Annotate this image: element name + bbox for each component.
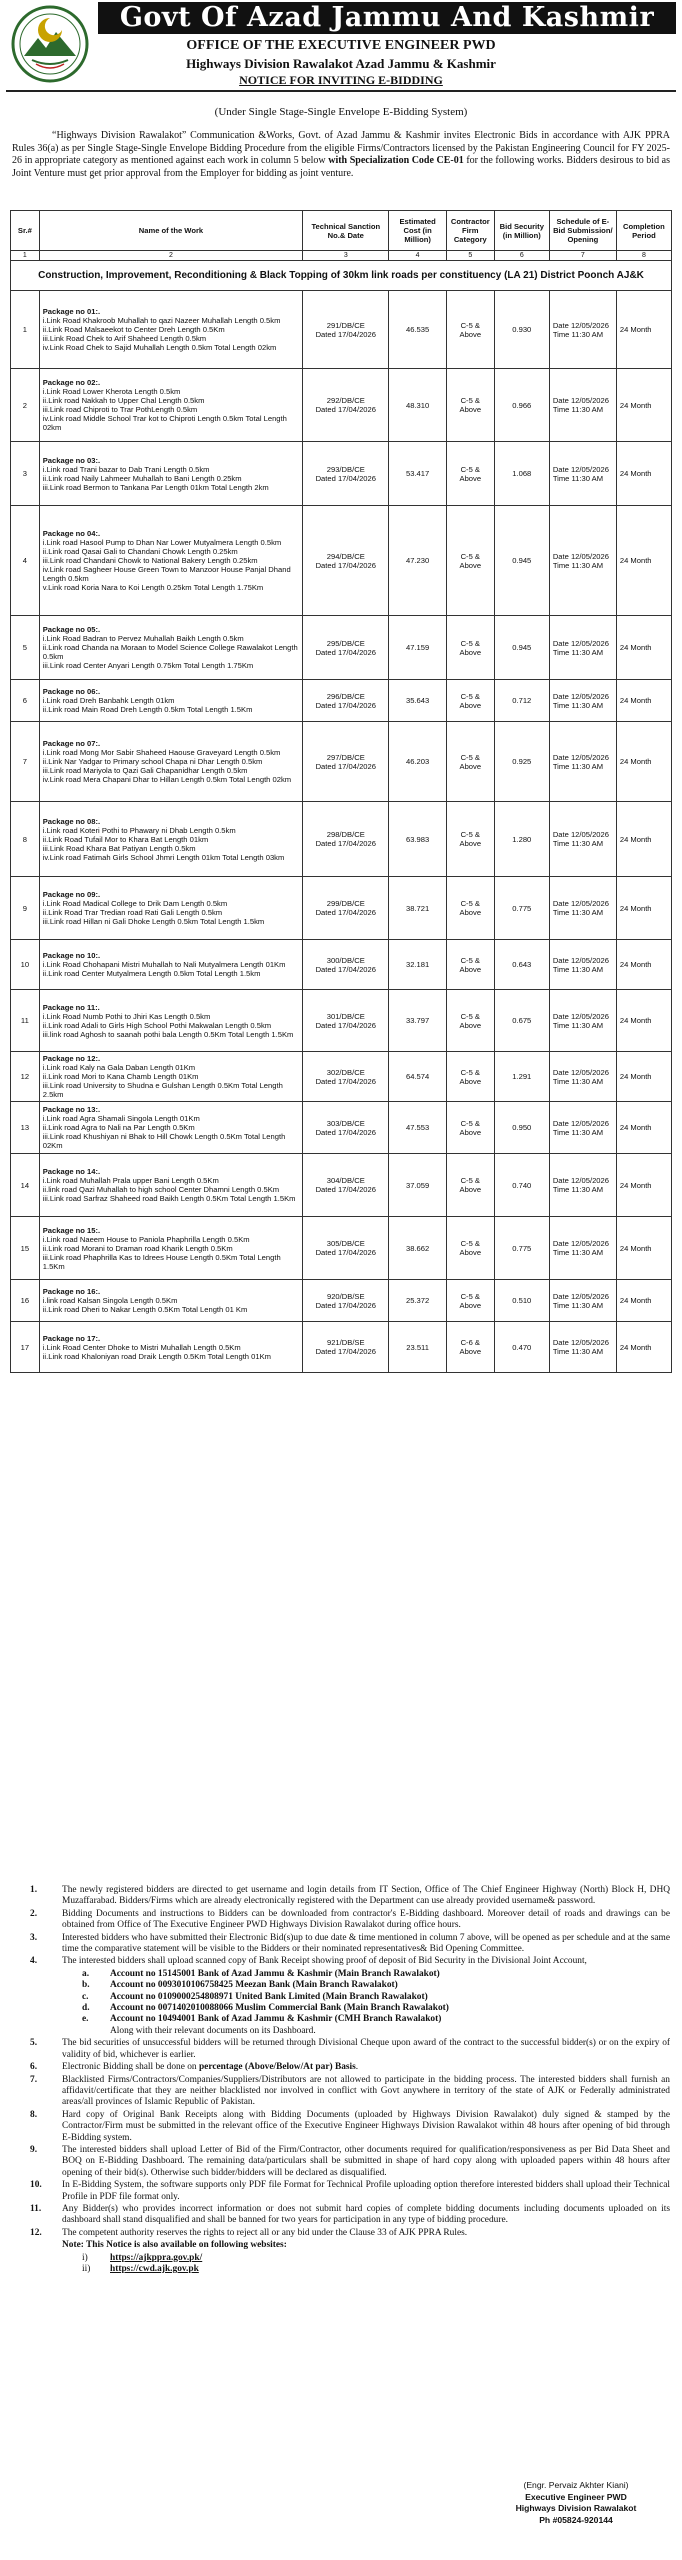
estimated-cost-cell: 33.797 (389, 990, 446, 1052)
package-label: Package no 05:. (42, 625, 101, 634)
account-item: c. Account no 0109000254808971 United Bank Limited (Main Branch Rawalakot) (82, 1991, 428, 2002)
table-row (11, 1052, 672, 1102)
work-description: i.Link road Naeem House to Paniola Phaphrilla Length 0.5Km ii.Link road Morani to Draman road Kharik Length 0.5Km iii.Link road Phaphrilla Kas to Idrees House Length 0.5Km Total Length 1.5Km (42, 1234, 281, 1271)
category-cell: C-6 & Above (446, 1322, 494, 1373)
schedule-cell: Date 12/05/2026 Time 11:30 AM (549, 940, 616, 990)
work-cell (39, 802, 302, 877)
tech-sanction-cell: 301/DB/CE Dated 17/04/2026 (303, 990, 389, 1052)
tech-sanction-cell: 296/DB/CE Dated 17/04/2026 (303, 680, 389, 722)
tech-sanction-cell: 920/DB/SE Dated 17/04/2026 (303, 1280, 389, 1322)
table-row (11, 802, 672, 877)
package-label: Package no 17:. (42, 1333, 101, 1343)
package-label: Package no 01:. (42, 307, 101, 316)
header-work: Name of the Work (39, 211, 302, 251)
table-row (11, 990, 672, 1052)
notice-title: NOTICE FOR INVITING E-BIDDING (239, 73, 443, 87)
header-sr: Sr.# (11, 211, 40, 251)
work-description: i.Link Road Khakroob Muhallah to qazi Nazeer Muhallah Length 0.5km ii.Link Road Malsaeekot to Center Dreh Length 0.5Km iii.Link Road Chek to Arif Shaheed Length 0.5km iv.Link Road Chek to Sajid Muhallah Length 0.5km Total Length 02km (42, 316, 281, 352)
sr-cell: 12 (11, 1052, 40, 1102)
column-number-row (11, 251, 672, 261)
header-tech: Technical Sanction No.& Date (303, 211, 389, 251)
terms-list (14, 1885, 670, 2275)
header-schedule: Schedule of E-Bid Submission/ Opening (549, 211, 616, 251)
table-row (11, 291, 672, 369)
schedule-cell: Date 12/05/2026 Time 11:30 AM (549, 990, 616, 1052)
period-cell: 24 Month (616, 1102, 671, 1154)
header-bid-security: Bid Security (in Million) (494, 211, 549, 251)
tech-sanction-cell: 298/DB/CE Dated 17/04/2026 (303, 802, 389, 877)
sr-cell: 11 (11, 990, 40, 1052)
estimated-cost-cell: 25.372 (389, 1280, 446, 1322)
table-row (11, 1217, 672, 1280)
package-label: Package no 04:. (42, 529, 101, 538)
tech-sanction-cell: 294/DB/CE Dated 17/04/2026 (303, 506, 389, 616)
schedule-cell: Date 12/05/2026 Time 11:30 AM (549, 722, 616, 802)
package-label: Package no 15:. (42, 1225, 101, 1235)
estimated-cost-cell: 38.721 (389, 877, 446, 940)
government-title: Govt Of Azad Jammu And Kashmir (98, 2, 676, 34)
signatory-division: Highways Division Rawalakot (515, 2503, 637, 2513)
sr-cell: 1 (11, 291, 40, 369)
work-cell (39, 616, 302, 680)
tech-sanction-cell: 297/DB/CE Dated 17/04/2026 (303, 722, 389, 802)
work-description: i.Link Road Badran to Pervez Muhallah Baikh Length 0.5km ii.Link road Chanda na Moraan to Model Science College Rawalakot Length 0.5km iii.Link road Center Anyari Length 0.75km Total Length 1.75Km (42, 634, 298, 670)
website-item: i) https://ajkppra.gov.pk/ (82, 2252, 203, 2263)
tech-sanction-cell: 293/DB/CE Dated 17/04/2026 (303, 442, 389, 506)
tech-sanction-cell: 302/DB/CE Dated 17/04/2026 (303, 1052, 389, 1102)
estimated-cost-cell: 64.574 (389, 1052, 446, 1102)
work-description: i.Link Road Numb Pothi to Jhiri Kas Length 0.5km ii.Link road Adali to Girls High School Pothi Makwalan Length 0.5km iii.link road Aghosh to saanah pothi bala Length 0.5Km Total Length 1.5Km (42, 1011, 294, 1039)
period-cell: 24 Month (616, 1217, 671, 1280)
column-number: 3 (303, 251, 389, 261)
signatory-phone: Ph #05824-920144 (539, 2514, 613, 2525)
category-cell: C-5 & Above (446, 680, 494, 722)
package-label: Package no 08:. (42, 816, 101, 826)
estimated-cost-cell: 37.059 (389, 1154, 446, 1217)
column-number: 5 (446, 251, 494, 261)
package-label: Package no 13:. (42, 1105, 101, 1114)
tech-sanction-cell: 305/DB/CE Dated 17/04/2026 (303, 1217, 389, 1280)
account-item: e. Account no 10494001 Bank of Azad Jammu & Kashmir (CMH Branch Rawalakot) (82, 2014, 442, 2025)
division-title: Highways Division Rawalakot Azad Jammu & Kashmir (186, 56, 496, 71)
period-cell: 24 Month (616, 680, 671, 722)
tech-sanction-cell: 921/DB/SE Dated 17/04/2026 (303, 1322, 389, 1373)
work-description: i.Link Road Center Dhoke to Mistri Muhallah Length 0.5Km ii.Link road Khaloniyan road Draik Length 0.5Km Total Length 01Km (42, 1342, 271, 1361)
package-label: Package no 16:. (42, 1287, 101, 1296)
period-cell: 24 Month (616, 442, 671, 506)
sr-cell: 13 (11, 1102, 40, 1154)
note-10: 10. In E-Bidding System, the software supports only PDF file Format for Technical Profile uploading option therefore interested bidders shall upload their Technical Profile in PDF file format only. (30, 2180, 670, 2202)
table-row (11, 369, 672, 442)
work-cell (39, 722, 302, 802)
work-description: i.Link Road Lower Kherota Length 0.5km ii.Link road Nakkah to Upper Chal Length 0.5km iii.Link road Chiproti to Trar PothLength 0.5km iv.Link road Middle School Trar kot to Chiproti Length 0.5km Total Length 02km (42, 387, 287, 432)
bid-security-cell: 1.280 (494, 802, 549, 877)
bid-security-cell: 0.643 (494, 940, 549, 990)
schedule-cell: Date 12/05/2026 Time 11:30 AM (549, 1052, 616, 1102)
sr-cell: 16 (11, 1280, 40, 1322)
column-number: 6 (494, 251, 549, 261)
category-cell: C-5 & Above (446, 616, 494, 680)
signatory-name: (Engr. Pervaiz Akhter Kiani) (523, 2480, 629, 2490)
table-row (11, 616, 672, 680)
schedule-cell: Date 12/05/2026 Time 11:30 AM (549, 442, 616, 506)
bid-security-cell: 0.950 (494, 1102, 549, 1154)
column-number: 7 (549, 251, 616, 261)
work-cell (39, 940, 302, 990)
work-description: i.Link road Koteri Pothi to Phawary ni Dhab Length 0.5km ii.Link Road Tufail Mor to Khara Bat Length 01km iii.Link Road Khara Bat Patiyan Length 0.5km iv.Link road Fatimah Girls School Jhmri Length 01km Total Length 03km (42, 825, 285, 862)
schedule-cell: Date 12/05/2026 Time 11:30 AM (549, 802, 616, 877)
header-category: Contractor Firm Category (446, 211, 494, 251)
work-description: i.Link road Mong Mor Sabir Shaheed Haouse Graveyard Length 0.5km ii.Link Nar Yadgar to Primary school Chapa ni Dhar Length 0.5km iii.Link road Mariyola to Qazi Gali Chapanidhar Length 0.5km iv.Link road Mera Chapani Dhar to Hillan Length 0.5km Total Length 02km (42, 748, 292, 784)
category-cell: C-5 & Above (446, 877, 494, 940)
table-row (11, 1102, 672, 1154)
category-cell: C-5 & Above (446, 1052, 494, 1102)
work-description: i.Link Road Chohapani Mistri Muhallah to Nali Mutyalmera Length 01Km ii.Link road Center Mutyalmera Length 0.5km Total Length 1.5km (42, 960, 286, 978)
category-cell: C-5 & Above (446, 1102, 494, 1154)
tech-sanction-cell: 299/DB/CE Dated 17/04/2026 (303, 877, 389, 940)
work-cell (39, 990, 302, 1052)
schedule-cell: Date 12/05/2026 Time 11:30 AM (549, 1102, 616, 1154)
work-cell (39, 1280, 302, 1322)
period-cell: 24 Month (616, 990, 671, 1052)
table-row (11, 877, 672, 940)
bid-security-cell: 0.775 (494, 1217, 549, 1280)
note-4-tail: Along with their relevant documents on its Dashboard. (110, 2025, 316, 2036)
estimated-cost-cell: 47.230 (389, 506, 446, 616)
column-number: 8 (616, 251, 671, 261)
estimated-cost-cell: 47.553 (389, 1102, 446, 1154)
note-12: 12. The competent authority reserves the rights to reject all or any bid under the Clause 33 of AJK PPRA Rules. (30, 2227, 468, 2238)
website-item: ii) https://cwd.ajk.gov.pk (82, 2264, 199, 2274)
bid-security-cell: 0.675 (494, 990, 549, 1052)
bidding-stage-note: (Under Single Stage-Single Envelope E-Bidding System) (214, 106, 468, 118)
estimated-cost-cell: 53.417 (389, 442, 446, 506)
bid-security-cell: 0.930 (494, 291, 549, 369)
work-description: i.Link road Hasool Pump to Dhan Nar Lower Mutyalmera Length 0.5km ii.Link road Qasai Gali to Chandani Chowk Length 0.25km iii.Link road Chandani Chowk to National Bakery Length 0.25km iv.Link road Sagheer House Green Town to Manzoor House Panjal Dhand Length 0.5km v.Link road Koria Nara to Koi Length 0.25km Total Length 1.75Km (42, 538, 291, 592)
signature-block (486, 2480, 666, 2526)
sr-cell: 14 (11, 1154, 40, 1217)
schedule-cell: Date 12/05/2026 Time 11:30 AM (549, 616, 616, 680)
estimated-cost-cell: 32.181 (389, 940, 446, 990)
schedule-cell: Date 12/05/2026 Time 11:30 AM (549, 369, 616, 442)
section-row (11, 261, 672, 291)
bid-security-cell: 1.291 (494, 1052, 549, 1102)
work-cell (39, 506, 302, 616)
tech-sanction-cell: 291/DB/CE Dated 17/04/2026 (303, 291, 389, 369)
sr-cell: 3 (11, 442, 40, 506)
website-note: Note: This Notice is also available on following websites: (62, 2240, 287, 2251)
account-item: d. Account no 0071402010088066 Muslim Commercial Bank (Main Branch Rawalakot) (82, 2003, 449, 2014)
tech-sanction-cell: 295/DB/CE Dated 17/04/2026 (303, 616, 389, 680)
work-description: i.Link Road Madical College to Drik Dam Length 0.5km ii.Link Road Trar Tredian road Rati Gali Length 0.5km iii.Link road Hillan ni Gali Dhoke Length 0.5km Total Length 1.5km (42, 899, 265, 926)
schedule-cell: Date 12/05/2026 Time 11:30 AM (549, 877, 616, 940)
sr-cell: 4 (11, 506, 40, 616)
period-cell: 24 Month (616, 1052, 671, 1102)
estimated-cost-cell: 48.310 (389, 369, 446, 442)
ajkppra-link[interactable]: https://ajkppra.gov.pk/ (110, 2252, 203, 2263)
bid-security-cell: 0.925 (494, 722, 549, 802)
account-item: a. Account no 15145001 Bank of Azad Jammu & Kashmir (Main Branch Rawalakot) (82, 1968, 440, 1979)
category-cell: C-5 & Above (446, 802, 494, 877)
work-description: i.Link road Muhallah Prala upper Bani Length 0.5Km ii.link road Qazi Muhallah to high school Center Dhamni Length 0.5Km iii.Link road Sarfraz Shaheed road Baikh Length 0.5Km Total Length 1.5Km (42, 1176, 296, 1203)
period-cell: 24 Month (616, 506, 671, 616)
intro-tail: for the following works. Bidders desirous to bid as Joint Venture must get prior approval from the Employer for bidding as joint venture. (12, 155, 670, 179)
schedule-cell: Date 12/05/2026 Time 11:30 AM (549, 1217, 616, 1280)
section-title: Construction, Improvement, Reconditioning & Black Topping of 30km link roads per constituency (LA 21) District Poonch AJ&K (11, 261, 672, 291)
package-label: Package no 11:. (42, 1002, 100, 1012)
bid-security-cell: 1.068 (494, 442, 549, 506)
category-cell: C-5 & Above (446, 369, 494, 442)
note-1: 1. The newly registered bidders are directed to get username and login details from IT Section, Office of The Chief Engineer Highway (North) Block H, DHQ Muzaffarabad. Bidders/Firms which are already electronically registered with the Department can use already provided username& password. (30, 1885, 670, 1907)
estimated-cost-cell: 63.983 (389, 802, 446, 877)
schedule-cell: Date 12/05/2026 Time 11:30 AM (549, 291, 616, 369)
bid-security-cell: 0.775 (494, 877, 549, 940)
work-cell (39, 877, 302, 940)
work-cell (39, 291, 302, 369)
bid-security-cell: 0.945 (494, 506, 549, 616)
estimated-cost-cell: 35.643 (389, 680, 446, 722)
sr-cell: 2 (11, 369, 40, 442)
schedule-cell: Date 12/05/2026 Time 11:30 AM (549, 1154, 616, 1217)
package-label: Package no 07:. (42, 739, 101, 748)
period-cell: 24 Month (616, 1322, 671, 1373)
period-cell: 24 Month (616, 940, 671, 990)
tech-sanction-cell: 303/DB/CE Dated 17/04/2026 (303, 1102, 389, 1154)
sr-cell: 10 (11, 940, 40, 990)
period-cell: 24 Month (616, 802, 671, 877)
sr-cell: 7 (11, 722, 40, 802)
work-description: i.Link road Kaly na Gala Daban Length 01Km ii.Link road Mori to Kana Chamb Length 01Km iii.Link road University to Shudna e Gulshan Length 0.5Km Total Length 2.5km (42, 1063, 283, 1099)
tech-sanction-cell: 300/DB/CE Dated 17/04/2026 (303, 940, 389, 990)
sr-cell: 8 (11, 802, 40, 877)
note-5: 5. The bid securities of unsuccessful bidders will be returned through Divisional Cheque upon award of the contract to the successful bidder(s) or on the expiry of validity of bid, whichever is earlier. (30, 2038, 670, 2060)
note-9: 9. The interested bidders shall upload Letter of Bid of the Firm/Contractor, other documents required for qualification/responsiveness as per Bid Data Sheet and BOQ on E-Bidding Dashboard. The remaining data/particulars shall be submitted in shape of hard copy along with uploaded papers within 48 hours after opening of their bid(s). Otherwise such bidder/bidders will be declared as disqualified. (30, 2144, 670, 2178)
sr-cell: 9 (11, 877, 40, 940)
works-table (10, 210, 672, 1373)
column-number: 2 (39, 251, 302, 261)
account-item: b. Account no 0093010106758425 Meezan Bank (Main Branch Rawalakot) (82, 1980, 398, 1991)
category-cell: C-5 & Above (446, 1280, 494, 1322)
intro-text: “Highways Division Rawalakot” Communication &Works, Govt. of Azad Jammu & Kashmir invites Electronic Bids in accordance with AJK PPRA Rules 36(a) as per Single Stage-Single Envelope Bidding Procedure from the eligible Firms/Contractors licensed by the Pakistan Engineering Council for FY 2025-26 in appropriate category as mentioned against each work in column 5 below (12, 130, 670, 166)
sr-cell: 5 (11, 616, 40, 680)
bid-security-cell: 0.510 (494, 1280, 549, 1322)
category-cell: C-5 & Above (446, 940, 494, 990)
column-number: 4 (389, 251, 446, 261)
period-cell: 24 Month (616, 1154, 671, 1217)
note-8: 8. Hard copy of Original Bank Receipts along with Bidding Documents (uploaded by Highways Division Rawalakot) duly signed & stamped by the Contractor/Firm must be submitted in the relevant office of the Executive Engineer Highways Division Rawalakot within 48 hours after opening of bid through E-Bidding system. (30, 2109, 670, 2143)
package-label: Package no 14:. (42, 1167, 101, 1176)
tech-sanction-cell: 304/DB/CE Dated 17/04/2026 (303, 1154, 389, 1217)
work-cell (39, 442, 302, 506)
work-cell (39, 1052, 302, 1102)
work-cell (39, 680, 302, 722)
office-title: OFFICE OF THE EXECUTIVE ENGINEER PWD (186, 38, 496, 53)
work-description: i.link road Kalsan Singola Length 0.5Km ii.Link road Dheri to Nakar Length 0.5Km Total Length 01 Km (42, 1296, 248, 1314)
period-cell: 24 Month (616, 877, 671, 940)
work-description: i.Link road Agra Shamali Singola Length 01Km ii.Link road Agra to Nali na Par Length 0.5Km iii.Link road Khushiyan ni Bhak to Hill Chowk Length 0.5Km Total Length 02Km (42, 1114, 286, 1150)
category-cell: C-5 & Above (446, 1217, 494, 1280)
period-cell: 24 Month (616, 369, 671, 442)
work-cell (39, 1102, 302, 1154)
category-cell: C-5 & Above (446, 1154, 494, 1217)
note-6: 6. Electronic Bidding shall be done on percentage (Above/Below/At par) Basis. (30, 2062, 359, 2073)
work-description: i.Link road Trani bazar to Dab Trani Length 0.5km ii.Link road Naily Lahmeer Muhallah to Bani Length 0.25km iii.Link road Bermon to Tankana Par Length 01km Total Length 2km (42, 464, 269, 492)
schedule-cell: Date 12/05/2026 Time 11:30 AM (549, 1280, 616, 1322)
note-11: 11. Any Bidder(s) who provides incorrect information or does not submit hard copies of complete bidding documents including documents uploaded on its dashboard shall stand disqualified and shall be banned for two years for participation in any type of bidding procedure. (30, 2203, 670, 2226)
bid-security-cell: 0.966 (494, 369, 549, 442)
bid-security-cell: 0.712 (494, 680, 549, 722)
period-cell: 24 Month (616, 291, 671, 369)
schedule-cell: Date 12/05/2026 Time 11:30 AM (549, 506, 616, 616)
signatory-title: Executive Engineer PWD (525, 2491, 627, 2502)
package-label: Package no 02:. (42, 378, 101, 387)
category-cell: C-5 & Above (446, 291, 494, 369)
table-row (11, 1280, 672, 1322)
sr-cell: 15 (11, 1217, 40, 1280)
package-label: Package no 03:. (42, 455, 101, 465)
table-row (11, 506, 672, 616)
table-header-row (11, 211, 672, 251)
package-label: Package no 06:. (42, 687, 101, 696)
period-cell: 24 Month (616, 1280, 671, 1322)
estimated-cost-cell: 38.662 (389, 1217, 446, 1280)
intro-specialization: with Specialization Code CE-01 (328, 155, 464, 166)
header-period: Completion Period (616, 211, 671, 251)
note-2: 2. Bidding Documents and instructions to Bidders can be downloaded from contractor's E-Bidding dashboard. Moreover detail of roads and drawings can be obtained from Office of The Executive Engineer PWD Highways Division Rawalakot during office hours. (30, 1908, 670, 1931)
note-3: 3. Interested bidders who have submitted their Electronic Bid(s)up to due date & time mentioned in column 7 above, will be opened as per schedule and at the same time the comparative statement will be visible to the Bidders or their nominated representatives& Bid Opening Committee. (30, 1932, 670, 1955)
header-cost: Estimated Cost (in Million) (389, 211, 446, 251)
table-row (11, 1322, 672, 1373)
package-label: Package no 09:. (42, 890, 101, 899)
schedule-cell: Date 12/05/2026 Time 11:30 AM (549, 1322, 616, 1373)
work-description: i.Link road Dreh Banbahk Length 01km ii.Link road Main Road Dreh Length 0.5km Total Length 1.5Km (42, 696, 253, 714)
package-label: Package no 12:. (42, 1054, 101, 1063)
work-cell (39, 1322, 302, 1373)
work-cell (39, 1154, 302, 1217)
table-row (11, 1154, 672, 1217)
column-number: 1 (11, 251, 40, 261)
category-cell: C-5 & Above (446, 506, 494, 616)
intro-paragraph (12, 130, 670, 180)
estimated-cost-cell: 47.159 (389, 616, 446, 680)
table-row (11, 680, 672, 722)
note-7: 7. Blacklisted Firms/Contractors/Companies/Suppliers/Distributors are not allowed to participate in the bidding process. The interested bidders shall furnish an affidavit/certificate that they are neither blacklisted nor involved in conflict with Govt anywhere in territory of the state of AJK or Federally administrated areas/all provinces of Islamic Republic of Pakistan. (30, 2074, 670, 2108)
bid-security-cell: 0.945 (494, 616, 549, 680)
header-banner (6, 2, 676, 92)
note-4: 4. The interested bidders shall upload scanned copy of Bank Receipt showing proof of deposit of Bid Security in the Divisional Joint Account, (30, 1956, 587, 1967)
estimated-cost-cell: 23.511 (389, 1322, 446, 1373)
estimated-cost-cell: 46.535 (389, 291, 446, 369)
category-cell: C-5 & Above (446, 442, 494, 506)
category-cell: C-5 & Above (446, 722, 494, 802)
work-cell (39, 369, 302, 442)
table-row (11, 940, 672, 990)
category-cell: C-5 & Above (446, 990, 494, 1052)
schedule-cell: Date 12/05/2026 Time 11:30 AM (549, 680, 616, 722)
package-label: Package no 10:. (42, 951, 101, 960)
period-cell: 24 Month (616, 722, 671, 802)
table-row (11, 442, 672, 506)
table-row (11, 722, 672, 802)
work-cell (39, 1217, 302, 1280)
bid-security-cell: 0.470 (494, 1322, 549, 1373)
tech-sanction-cell: 292/DB/CE Dated 17/04/2026 (303, 369, 389, 442)
sr-cell: 17 (11, 1322, 40, 1373)
bid-security-cell: 0.740 (494, 1154, 549, 1217)
table-body (11, 291, 672, 1373)
estimated-cost-cell: 46.203 (389, 722, 446, 802)
sr-cell: 6 (11, 680, 40, 722)
cwd-link[interactable]: https://cwd.ajk.gov.pk (110, 2264, 199, 2274)
period-cell: 24 Month (616, 616, 671, 680)
